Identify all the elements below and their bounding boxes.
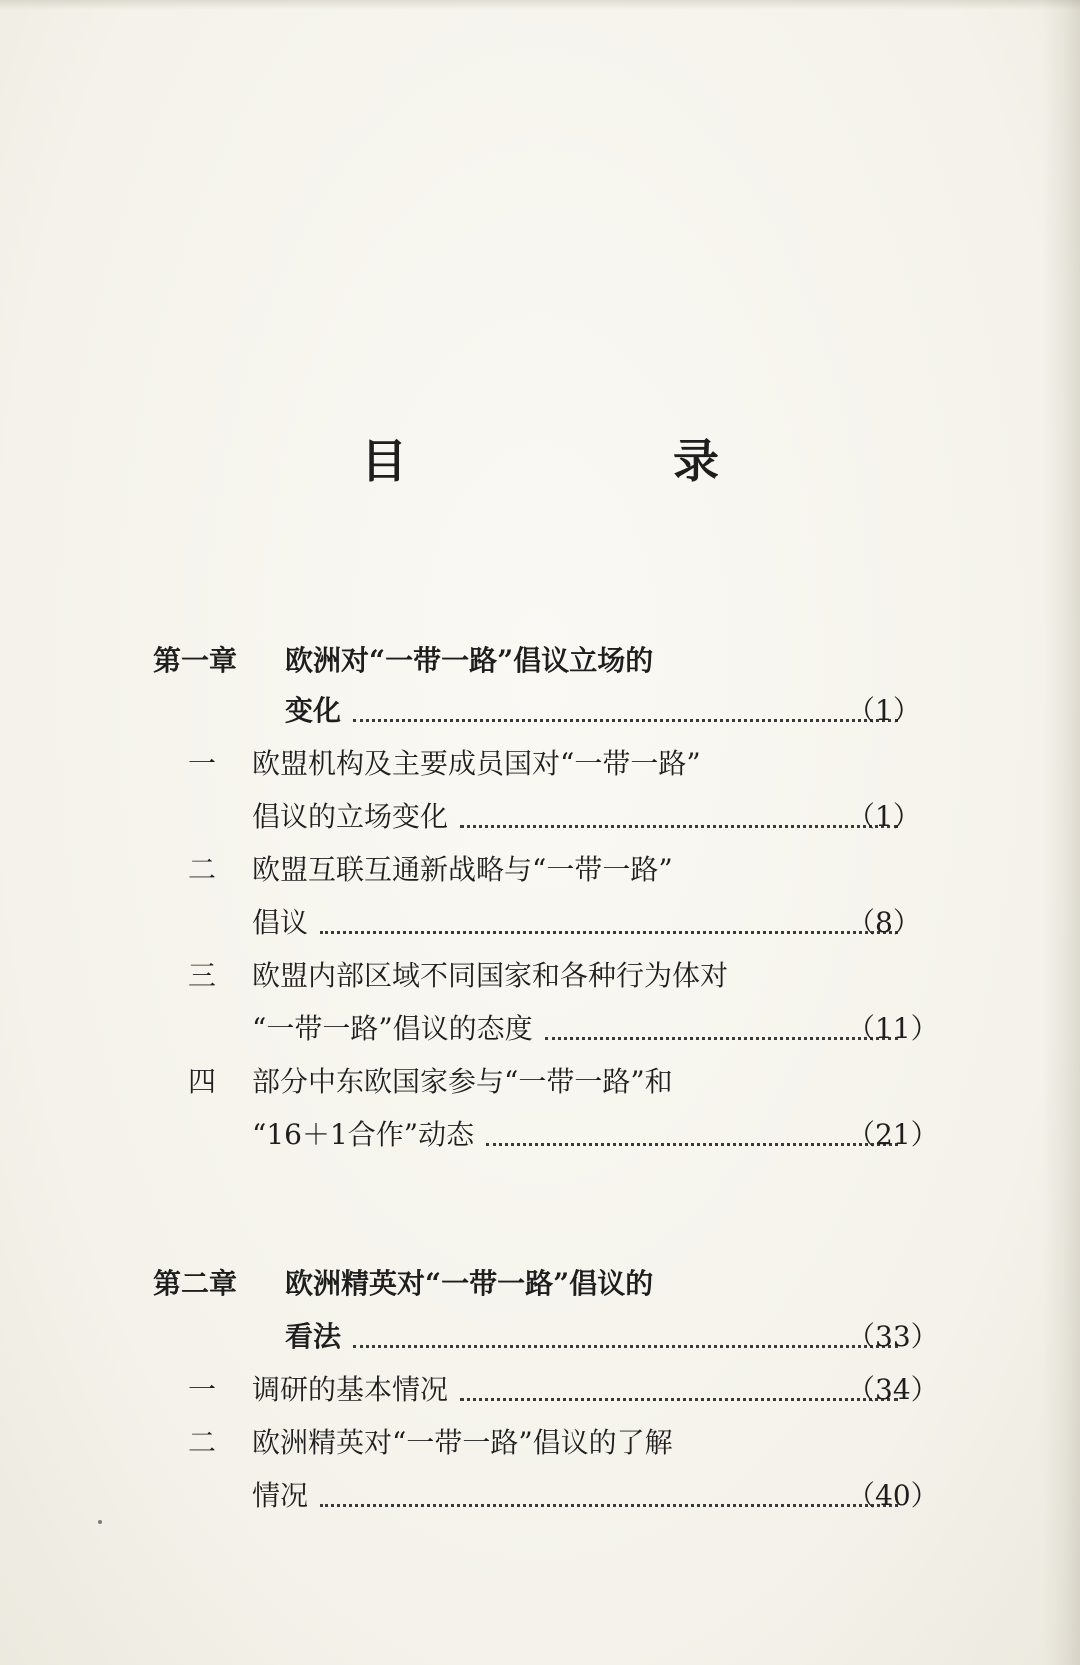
dot-leader [486, 1141, 898, 1146]
toc-entry [0, 1108, 1080, 1162]
page-number: （11） [847, 1012, 939, 1045]
toc-entry-line [252, 790, 910, 844]
dot-leader [320, 1502, 898, 1507]
toc-entry-line [252, 1002, 910, 1056]
section-title: 调研的基本情况 [252, 1373, 449, 1406]
section-number: 三 [188, 959, 217, 992]
section-title: 部分中东欧国家参与“一带一路”和 [252, 1065, 673, 1098]
toc-entry-line [252, 1363, 910, 1417]
section-title-continuation: “16＋1合作”动态 [252, 1118, 475, 1151]
toc-entry [0, 1469, 1080, 1523]
chapter-title: 欧洲精英对“一带一路”倡议的 [285, 1267, 654, 1300]
dot-leader [353, 1343, 898, 1348]
chapter-title-continuation: 变化 [285, 694, 342, 727]
section-title-continuation: 倡议 [252, 906, 309, 939]
page-edge-shadow-top [0, 0, 1080, 10]
section-heading [0, 1055, 1080, 1109]
dot-leader [320, 929, 898, 934]
print-speck [98, 1520, 102, 1524]
toc-entry-line [285, 1310, 910, 1364]
chapter-label: 第一章 [153, 644, 238, 677]
toc-entry-line [252, 1108, 910, 1162]
section-number: 四 [188, 1065, 217, 1098]
section-title-continuation: 情况 [252, 1479, 309, 1512]
section-number: 二 [188, 853, 217, 886]
toc-entry-line [285, 684, 910, 738]
page-number: （40） [847, 1479, 939, 1512]
section-number: 一 [188, 747, 217, 780]
chapter-heading [0, 634, 1080, 688]
dot-leader [460, 1396, 898, 1401]
toc-entry [0, 1363, 1080, 1417]
toc-entry [0, 896, 1080, 950]
chapter-title-continuation: 看法 [285, 1320, 342, 1353]
dot-leader [545, 1035, 898, 1040]
toc-entry [0, 684, 1080, 738]
toc-entry [0, 1310, 1080, 1364]
page-number: （21） [847, 1118, 939, 1151]
chapter-heading [0, 1257, 1080, 1311]
section-title: 欧盟互联互通新战略与“一带一路” [252, 853, 673, 886]
page-number: （1） [847, 800, 921, 833]
section-heading [0, 949, 1080, 1003]
page-number: （1） [847, 694, 921, 727]
toc-entry [0, 790, 1080, 844]
section-title: 欧洲精英对“一带一路”倡议的了解 [252, 1426, 673, 1459]
chapter-label: 第二章 [153, 1267, 238, 1300]
dot-leader [353, 717, 898, 722]
section-title: 欧盟内部区域不同国家和各种行为体对 [252, 959, 729, 992]
page-number: （8） [847, 906, 921, 939]
page-number: （33） [847, 1320, 939, 1353]
section-title-continuation: 倡议的立场变化 [252, 800, 449, 833]
section-heading [0, 1416, 1080, 1470]
toc-entry-line [252, 896, 910, 950]
section-title: 欧盟机构及主要成员国对“一带一路” [252, 747, 701, 780]
toc-title: 目 录 [361, 434, 829, 488]
dot-leader [460, 823, 898, 828]
toc-entry-line [252, 1469, 910, 1523]
section-heading [0, 737, 1080, 791]
page-number: （34） [847, 1373, 939, 1406]
section-title-continuation: “一带一路”倡议的态度 [252, 1012, 533, 1045]
section-heading [0, 843, 1080, 897]
section-number: 一 [188, 1373, 217, 1406]
toc-entry [0, 1002, 1080, 1056]
section-number: 二 [188, 1426, 217, 1459]
chapter-title: 欧洲对“一带一路”倡议立场的 [285, 644, 654, 677]
